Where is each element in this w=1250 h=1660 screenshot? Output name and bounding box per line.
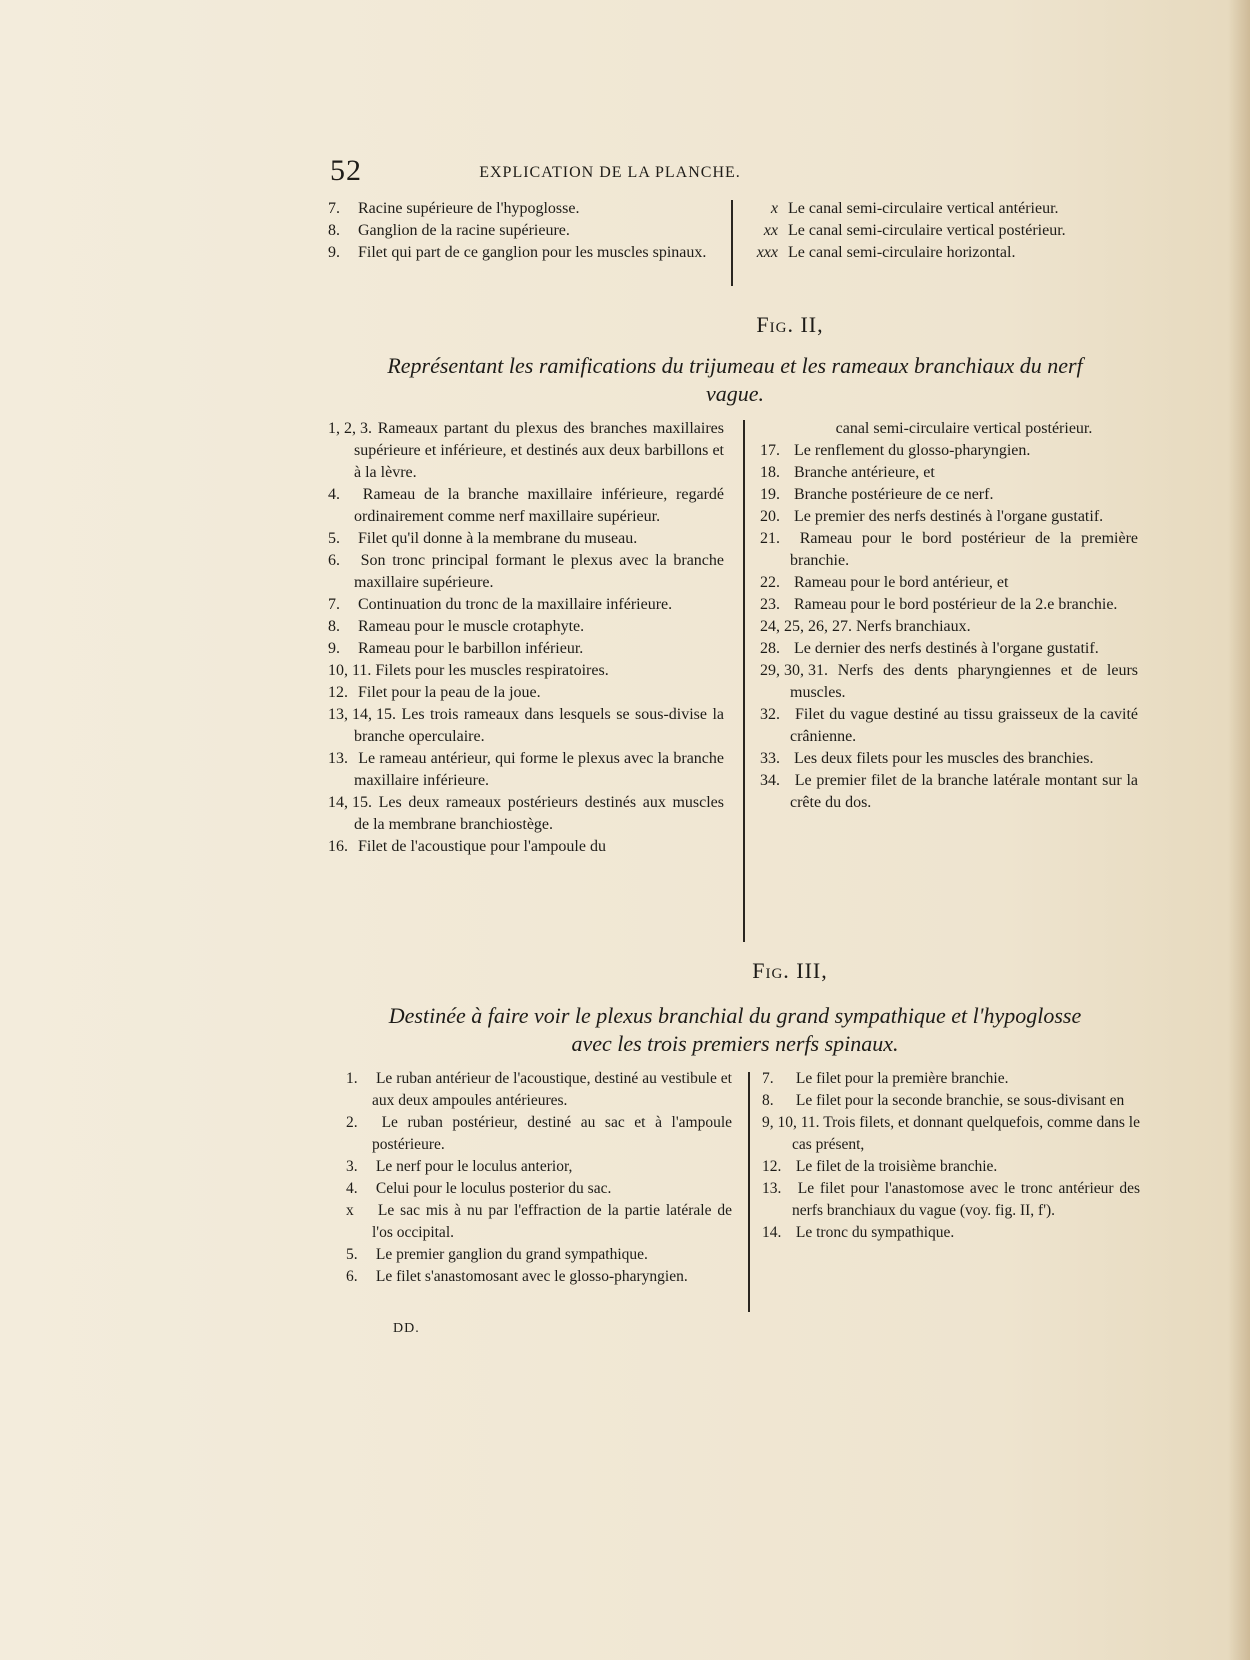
entry-text: Les trois rameaux dans lesquels se sous-divise la branche operculaire. [354, 706, 724, 745]
entry-text: Le dernier des nerfs destinés à l'organe gustatif. [794, 640, 1099, 657]
legend-entry [328, 748, 724, 792]
entry-number: 8. [328, 222, 340, 239]
entry-text: Le nerf pour le loculus anterior, [375, 1158, 573, 1175]
entry-number: 7. [328, 200, 340, 217]
fig3-caption-line2: avec les trois premiers nerfs spinaux. [571, 1031, 899, 1056]
entry-number: 22. [760, 574, 780, 591]
entry-number: 6. [346, 1268, 358, 1285]
entry-text: Le filet pour la seconde branchie, se sous-divisant en [795, 1092, 1125, 1109]
entry-number: 17. [760, 442, 780, 459]
entry-text: Le premier ganglion du grand sympathique. [375, 1246, 648, 1263]
entry-number: 8. [328, 618, 340, 635]
fig2-right-column [760, 418, 1138, 814]
fig3-title: Fig. III, [752, 958, 828, 983]
entry-number: 4. [328, 486, 340, 503]
entry-text: Rameau pour le barbillon inférieur. [358, 640, 584, 657]
entry-number: 13. [328, 750, 348, 767]
fig2-caption-line2: vague. [705, 381, 765, 406]
entry-number: x [770, 200, 778, 217]
entry-text: Le ruban postérieur, destiné au sac et à l'ampoule postérieure. [372, 1114, 733, 1153]
entry-text: Filet de l'acoustique pour l'ampoule du [358, 838, 606, 855]
legend-entry [328, 638, 724, 660]
legend-entry [760, 638, 1138, 660]
fig2-left-column [328, 418, 724, 858]
entry-number: 20. [760, 508, 780, 525]
legend-entry [760, 528, 1138, 572]
legend-entry [328, 594, 724, 616]
legend-entry [346, 1178, 732, 1200]
entry-text: Filet qu'il donne à la membrane du museau. [358, 530, 638, 547]
entry-text: Le filet de la troisième branchie. [795, 1158, 998, 1175]
entry-number: 33. [760, 750, 780, 767]
entry-number: 1, 2, 3. [328, 420, 372, 437]
column-rule-top [731, 200, 733, 286]
column-rule-fig3 [748, 1072, 750, 1312]
entry-number: 9, 10, 11. [762, 1114, 820, 1131]
legend-entry [760, 770, 1138, 814]
top-left-column [328, 198, 716, 264]
entry-text: Ganglion de la racine supérieure. [358, 222, 570, 239]
entry-number: 28. [760, 640, 780, 657]
legend-entry [328, 220, 716, 242]
entry-number: 1. [346, 1070, 358, 1087]
entry-number: 8. [762, 1092, 774, 1109]
fig3-right-column [762, 1068, 1140, 1244]
legend-entry [744, 242, 1132, 264]
legend-entry [328, 616, 724, 638]
entry-text: Le rameau antérieur, qui forme le plexus avec la branche maxillaire inférieure. [354, 750, 725, 789]
page-number: 52 [330, 154, 362, 187]
legend-entry [760, 506, 1138, 528]
fig3-caption [330, 1002, 1140, 1058]
signature-mark: DD. [393, 1321, 420, 1336]
entry-number: 9. [328, 640, 340, 657]
legend-entry [760, 616, 1138, 638]
entry-number: x [346, 1202, 354, 1219]
legend-entry [346, 1266, 732, 1288]
entry-text: Filet du vague destiné au tissu graisseux de la cavité crânienne. [790, 706, 1139, 745]
entry-number: 7. [762, 1070, 774, 1087]
fig3-left-column [346, 1068, 732, 1288]
entry-text: Branche postérieure de ce nerf. [794, 486, 994, 503]
entry-number: 12. [762, 1158, 782, 1175]
entry-number: 14, 15. [328, 794, 372, 811]
entry-number: 32. [760, 706, 780, 723]
page-header [330, 154, 890, 190]
legend-entry [346, 1068, 732, 1112]
legend-entry [762, 1178, 1140, 1222]
entry-text: Le canal semi-circulaire horizontal. [788, 244, 1016, 261]
legend-entry [760, 704, 1138, 748]
legend-entry [328, 484, 724, 528]
entry-text: Rameau pour le bord postérieur de la première branchie. [790, 530, 1139, 569]
entry-text: Filets pour les muscles respiratoires. [375, 662, 609, 679]
entry-text: Nerfs des dents pharyngiennes et de leurs muscles. [790, 662, 1139, 701]
entry-text: Le canal semi-circulaire vertical antérieur. [788, 200, 1059, 217]
entry-text: Rameaux partant du plexus des branches maxillaires supérieure et inférieure, et destinés aux deux barbillons et à la lèvre. [354, 420, 725, 481]
fig2-title: Fig. II, [756, 312, 824, 337]
legend-entry [760, 572, 1138, 594]
entry-text: Le tronc du sympathique. [795, 1224, 955, 1241]
legend-entry [762, 1112, 1140, 1156]
legend-entry [760, 440, 1138, 462]
entry-text: Racine supérieure de l'hypoglosse. [358, 200, 580, 217]
top-right-column [744, 198, 1132, 264]
legend-entry [328, 198, 716, 220]
entry-number: 5. [328, 530, 340, 547]
legend-entry [328, 242, 716, 264]
entry-number: 6. [328, 552, 340, 569]
legend-entry [328, 792, 724, 836]
legend-entry [328, 704, 724, 748]
page-gutter-shadow [1228, 0, 1250, 1660]
legend-entry [760, 594, 1138, 616]
fig3-caption-line1: Destinée à faire voir le plexus branchial du grand sympathique et l'hypoglosse [388, 1003, 1082, 1028]
legend-entry [328, 836, 724, 858]
fig2-caption [330, 352, 1140, 408]
entry-number: 9. [328, 244, 340, 261]
entry-text: Trois filets, et donnant quelquefois, comme dans le cas présent, [792, 1114, 1140, 1153]
legend-entry [328, 550, 724, 594]
entry-number: 34. [760, 772, 780, 789]
entry-text: Le filet pour la première branchie. [795, 1070, 1009, 1087]
legend-entry [346, 1156, 732, 1178]
entry-text: Le premier des nerfs destinés à l'organe gustatif. [794, 508, 1104, 525]
entry-text: Continuation du tronc de la maxillaire inférieure. [358, 596, 673, 613]
entry-text: Branche antérieure, et [794, 464, 935, 481]
entry-number: 13. [762, 1180, 782, 1197]
legend-entry [760, 660, 1138, 704]
entry-number: 18. [760, 464, 780, 481]
legend-entry [762, 1068, 1140, 1090]
legend-entry [744, 198, 1132, 220]
legend-entry [328, 660, 724, 682]
entry-text: Rameau pour le bord postérieur de la 2.e branchie. [794, 596, 1118, 613]
entry-text: Les deux filets pour les muscles des branchies. [794, 750, 1094, 767]
entry-text: Rameau pour le muscle crotaphyte. [358, 618, 585, 635]
entry-number: 21. [760, 530, 780, 547]
entry-number: 16. [328, 838, 348, 855]
entry-text: Le premier filet de la branche latérale montant sur la crête du dos. [790, 772, 1139, 811]
entry-text: Le filet pour l'anastomose avec le tronc antérieur des nerfs branchiaux du vague (voy. fig. II, f'). [792, 1180, 1141, 1219]
running-head: EXPLICATION DE LA PLANCHE. [479, 164, 741, 181]
legend-entry [328, 528, 724, 550]
entry-text: Nerfs branchiaux. [856, 618, 971, 635]
legend-entry [760, 462, 1138, 484]
entry-number: xxx [756, 244, 778, 261]
entry-number: 2. [346, 1114, 358, 1131]
entry-number: 12. [328, 684, 348, 701]
fig2-right-continuation: canal semi-circulaire vertical postérieur. [835, 420, 1093, 437]
legend-entry [346, 1244, 732, 1266]
legend-entry [328, 418, 724, 484]
entry-text: Le sac mis à nu par l'effraction de la partie latérale de l'os occipital. [372, 1202, 733, 1241]
entry-text: Rameau pour le bord antérieur, et [794, 574, 1009, 591]
legend-entry [328, 682, 724, 704]
entry-text: Celui pour le loculus posterior du sac. [375, 1180, 612, 1197]
entry-number: 7. [328, 596, 340, 613]
entry-text: Le filet s'anastomosant avec le glosso-pharyngien. [375, 1268, 688, 1285]
column-rule-fig2 [743, 420, 745, 942]
entry-text: Le canal semi-circulaire vertical postérieur. [788, 222, 1066, 239]
entry-number: 14. [762, 1224, 782, 1241]
entry-text: Le renflement du glosso-pharyngien. [794, 442, 1031, 459]
entry-number: 24, 25, 26, 27. [760, 618, 852, 635]
entry-number: 3. [346, 1158, 358, 1175]
legend-entry [760, 484, 1138, 506]
legend-entry [744, 220, 1132, 242]
entry-number: 13, 14, 15. [328, 706, 396, 723]
fig2-caption-line1: Représentant les ramifications du trijumeau et les rameaux branchiaux du nerf [387, 353, 1083, 378]
entry-text: Filet qui part de ce ganglion pour les muscles spinaux. [358, 244, 707, 261]
entry-number: xx [763, 222, 778, 239]
legend-entry [346, 1112, 732, 1156]
entry-number: 10, 11. [328, 662, 372, 679]
legend-entry [762, 1222, 1140, 1244]
legend-entry [762, 1090, 1140, 1112]
legend-entry [762, 1156, 1140, 1178]
entry-text: Les deux rameaux postérieurs destinés aux muscles de la membrane branchiostège. [354, 794, 725, 833]
entry-text: Filet pour la peau de la joue. [358, 684, 541, 701]
entry-text: Rameau de la branche maxillaire inférieure, regardé ordinairement comme nerf maxillaire supérieur. [354, 486, 725, 525]
entry-number: 4. [346, 1180, 358, 1197]
entry-number: 23. [760, 596, 780, 613]
entry-number: 19. [760, 486, 780, 503]
entry-text: Le ruban antérieur de l'acoustique, destiné au vestibule et aux deux ampoules antérieures. [372, 1070, 732, 1109]
entry-number: 29, 30, 31. [760, 662, 828, 679]
legend-entry [760, 748, 1138, 770]
legend-entry [346, 1200, 732, 1244]
entry-number: 5. [346, 1246, 358, 1263]
entry-text: Son tronc principal formant le plexus avec la branche maxillaire supérieure. [354, 552, 724, 591]
